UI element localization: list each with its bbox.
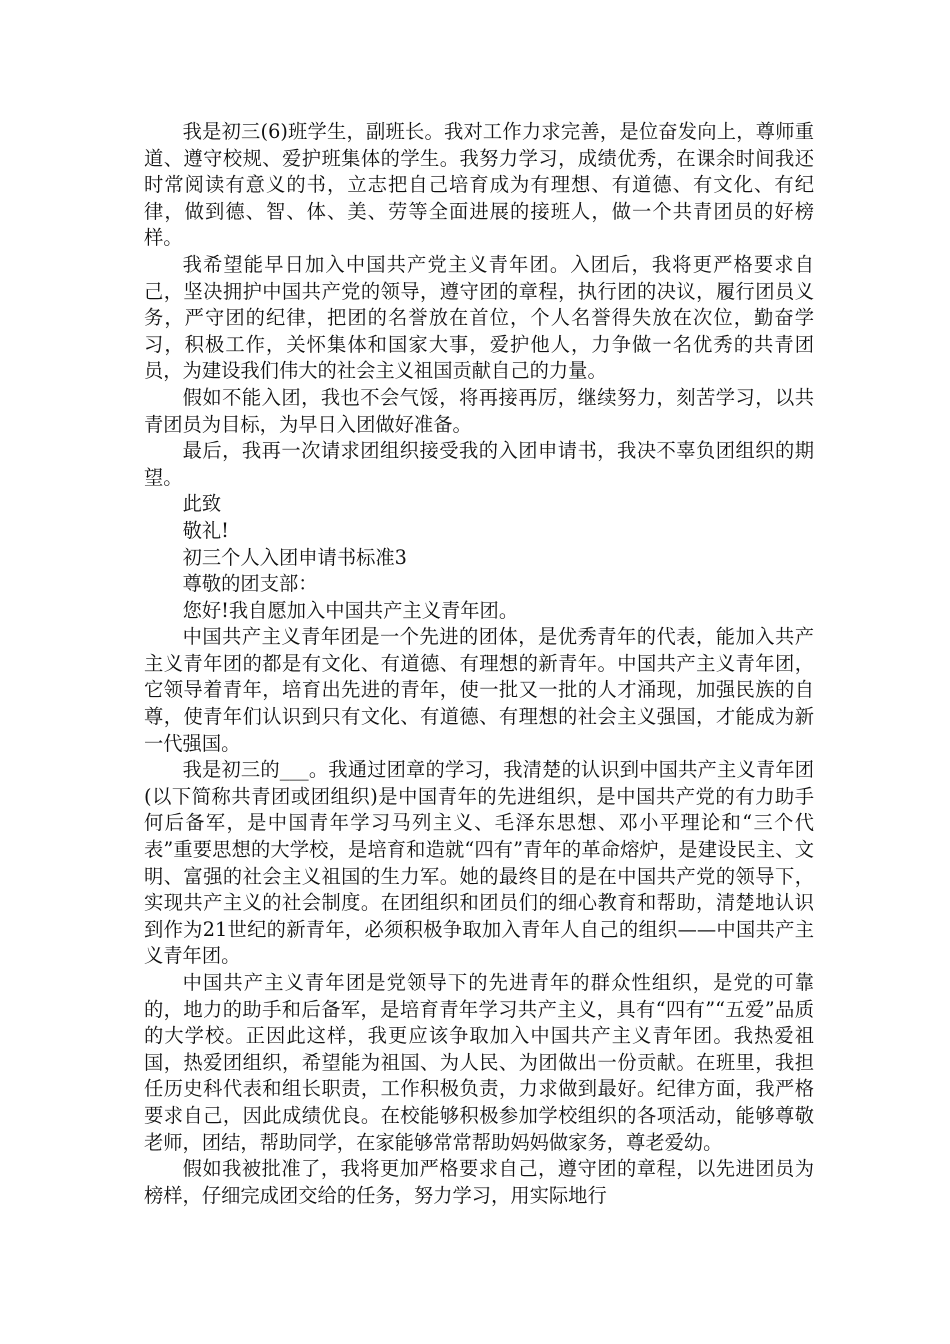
document-body (144, 119, 814, 1209)
paragraph-commitment: 假如我被批准了，我将更加严格要求自己，遵守团的章程，以先进团员为榜样，仔细完成团交给的任务，努力学习，用实际地行 (144, 1157, 814, 1207)
paragraph-hope: 我希望能早日加入中国共产党主义青年团。入团后，我将更严格要求自己，坚决拥护中国共产党的领导，遵守团的章程，执行团的决议，履行团员义务，严守团的纪律，把团的名誉放在首位，个人名誉得失放在次位，勤奋学习，积极工作，关怀集体和国家大事，爱护他人，力争做一名优秀的共青团员，为建设我们伟大的社会主义祖国贡献自己的力量。 (144, 252, 814, 383)
paragraph-if-not: 假如不能入团，我也不会气馁，将再接再厉，继续努力，刻苦学习，以共青团员为目标，为早日入团做好准备。 (144, 385, 814, 436)
letter-opening: 您好!我自愿加入中国共产主义青年团。 (182, 598, 519, 622)
paragraph-league-intro: 中国共产主义青年团是一个先进的团体，是优秀青年的代表，能加入共产主义青年团的都是有文化、有道德、有理想的新青年。中国共产主义青年团，它领导着青年，培育出先进的青年，使一批又一批的人才涌现，加强民族的自尊，使青年们认识到只有文化、有道德、有理想的社会主义强国，才能成为新一代强国。 (144, 625, 814, 755)
paragraph-understanding: 我是初三的___。我通过团章的学习，我清楚的认识到中国共产主义青年团(以下简称共青团或团组织)是中国青年的先进组织，是中国共产党的有力助手何后备军，是中国青年学习马列主义、毛泽东思想、邓小平理论和“三个代表”重要思想的大学校，是培育和造就“四有”青年的革命熔炉，是建设民主、文明、富强的社会主义祖国的生力军。她的最终目的是在中国共产党的领导下，实现共产主义的社会制度。在团组织和团员们的细心教育和帮助，清楚地认识到作为21世纪的新青年，必须积极争取加入青年人自己的组织——中国共产主义青年团。 (144, 758, 814, 968)
paragraph-performance: 中国共产主义青年团是党领导下的先进青年的群众性组织，是党的可靠的，地力的助手和后备军，是培育青年学习共产主义，具有“四有”“五爱”品质的大学校。正因此这样，我更应该争取加入中国共产主义青年团。我热爱祖国，热爱团组织，希望能为祖国、为人民、为团做出一份贡献。在班里，我担任历史科代表和组长职责，工作积极负责，力求做到最好。纪律方面，我严格要求自己，因此成绩优良。在校能够积极参加学校组织的各项活动，能够尊敬老师，团结，帮助同学，在家能够常常帮助妈妈做家务，尊老爱幼。 (144, 971, 814, 1154)
paragraph-self-intro: 我是初三(6)班学生，副班长。我对工作力求完善，是位奋发向上，尊师重道、遵守校规、爱护班集体的学生。我努力学习，成绩优秀，在课余时间我还时常阅读有意义的书，立志把自己培育成为有理想、有道德、有文化、有纪律，做到德、智、体、美、劳等全面进展的接班人，做一个共青团员的好榜样。 (144, 120, 814, 250)
salutation-jingli: 敬礼! (182, 518, 229, 542)
letter-greeting: 尊敬的团支部： (182, 572, 318, 596)
section-heading: 初三个人入团申请书标准3 (182, 545, 407, 569)
paragraph-closing: 最后，我再一次请求团组织接受我的入团申请书，我决不辜负团组织的期望。 (144, 439, 814, 489)
salutation-cizhi: 此致 (182, 492, 222, 516)
